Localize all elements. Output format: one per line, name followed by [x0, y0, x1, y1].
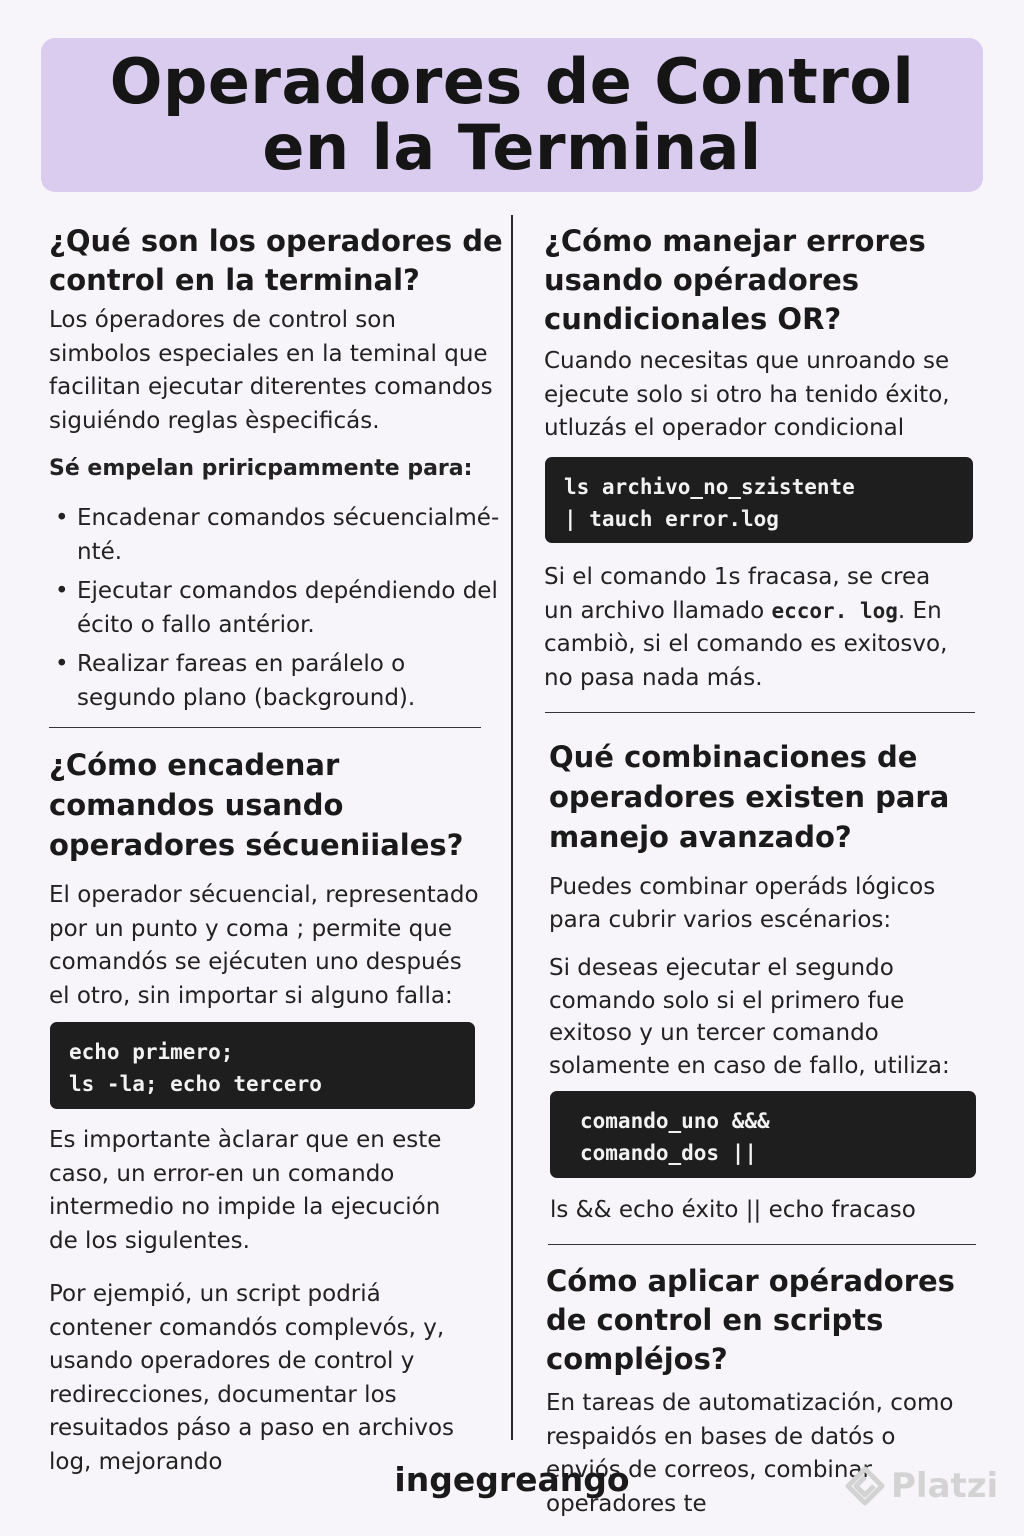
code-line: ls archivo_no_szistente: [564, 475, 855, 499]
right-section-2: [549, 737, 969, 1082]
code-block: [550, 1091, 976, 1178]
section-body: Los óperadores de control son simbolos especiales en la teminal que facilitan ejecutar diterentes comandos siguiéndo reglas èspecificás.: [49, 307, 493, 434]
watermark-text: Platzi: [891, 1466, 999, 1506]
left-section-2: [49, 745, 489, 1013]
section-heading: ¿Qué son los operadores de control en la terminal?: [49, 224, 503, 297]
list-item: • Realizar fareas en parálelo o segundo plano (background).: [49, 648, 504, 715]
section-body: Cuando necesitas que unroando se ejecute solo si otro ha tenido éxito, utluzás el operador condicional: [544, 348, 950, 441]
bullet-list: [49, 502, 504, 715]
list-item: • Encadenar comandos sécuencialmé-nté.: [49, 502, 504, 569]
code-line: ls -la; echo tercero: [69, 1072, 322, 1096]
example-line: ls && echo éxito || echo fracaso: [550, 1197, 916, 1223]
inline-code: eccor. log: [771, 598, 898, 623]
section-body: Si deseas ejecutar el segundo comando solo si el primero fue exitoso y un tercer comando solamente en caso de fallo, utiliza:: [549, 955, 950, 1079]
code-line: comando_dos ||: [580, 1141, 758, 1165]
section-heading: Cómo aplicar opéradores de control en scripts compléjos?: [546, 1264, 955, 1376]
code-line: echo primero;: [69, 1040, 234, 1064]
section-body: El operador sécuencial, representado por un punto y coma ; permite que comandós se ejécuten uno después el otro, sin importar si alguno falla:: [49, 882, 479, 1009]
page-title-line-1: Operadores de Control: [109, 45, 915, 118]
right-section-2-example: [550, 1194, 970, 1228]
left-section-1: [49, 222, 504, 721]
section-heading: Qué combinaciones de operadores existen para manejo avanzado?: [549, 740, 950, 854]
list-item: • Ejecutar comandos depéndiendo del écito o fallo antérior.: [49, 575, 504, 642]
platzi-watermark: [845, 1466, 998, 1506]
section-divider: [548, 1244, 976, 1245]
section-body: Si el comando 1s fracasa, se crea un archivo llamado eccor. log. En cambiò, si el comando es exitosvo, no pasa nada más.: [544, 564, 948, 691]
section-heading: ¿Cómo manejar errores usando opéradores cundicionales OR?: [544, 224, 926, 336]
code-line: | tauch error.log: [564, 507, 779, 531]
title-banner: [41, 38, 983, 192]
section-lead: Sé empelan priricpammente para:: [49, 456, 473, 481]
right-section-1: [544, 222, 974, 446]
section-body: Puedes combinar operáds lógicos para cubrir varios escénarios:: [549, 874, 936, 933]
code-line: comando_uno &&&: [580, 1109, 770, 1133]
column-divider: [511, 215, 513, 1440]
page-title-line-2: en la Terminal: [262, 111, 762, 184]
section-body: En tareas de automatización, como respaidós en bases de datós o enviós de correos, combinar operadores te: [546, 1390, 954, 1517]
footer-brand: ingegreango: [394, 1460, 630, 1499]
right-section-1-cont: [544, 561, 964, 695]
section-body: Es importante àclarar que en este caso, un error-en un comando intermedio no impide la ejecución de los sigulentes.: [49, 1127, 442, 1254]
section-divider: [49, 727, 481, 728]
section-divider: [545, 712, 975, 713]
section-heading: ¿Cómo encadenar comandos usando operadores sécueniiales?: [49, 748, 464, 862]
left-section-2-cont: [49, 1124, 469, 1479]
platzi-logo-icon: [845, 1466, 885, 1506]
code-block: [50, 1022, 475, 1109]
section-body: Por ejempió, un script podriá contener comandós complevós, y, usando operadores de control y redirecciones, documentar los resuitados páso a paso en archivos log, mejorando: [49, 1281, 455, 1475]
code-block: [545, 457, 973, 543]
